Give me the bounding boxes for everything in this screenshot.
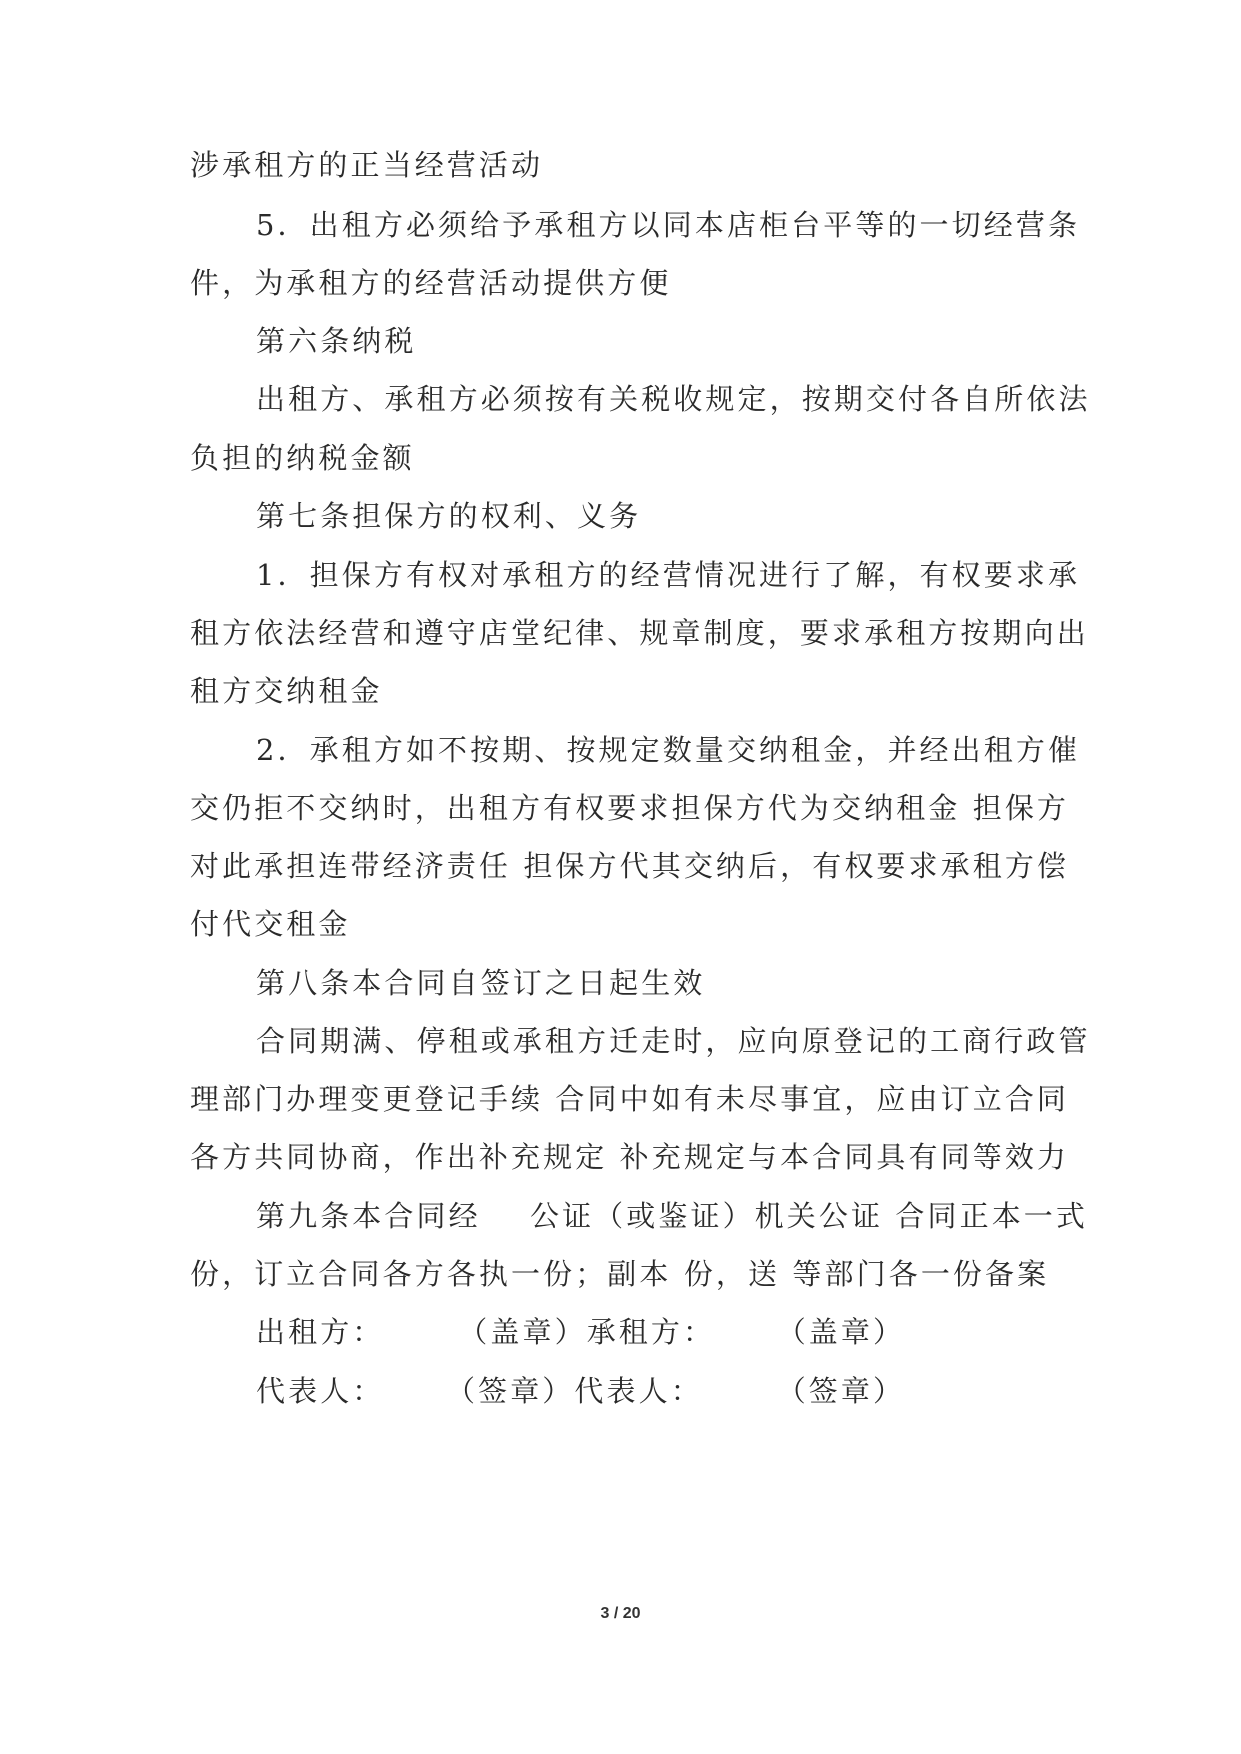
text-line: 负担的纳税金额 <box>190 441 415 475</box>
text-line: 对此承担连带经济责任 担保方代其交纳后，有权要求承租方偿 <box>190 849 1070 883</box>
text-line: 5．出租方必须给予承租方以同本店柜台平等的一切经营条 <box>256 208 1081 242</box>
text-line: 交仍拒不交纳时，出租方有权要求担保方代为交纳租金 担保方 <box>190 791 1070 825</box>
text-line: 份，订立合同各方各执一份；副本 份，送 等部门各一份备案 <box>190 1257 1050 1291</box>
text-line: 件，为承租方的经营活动提供方便 <box>190 266 672 300</box>
text-line: 涉承租方的正当经营活动 <box>190 148 544 182</box>
text-line: 租方依法经营和遵守店堂纪律、规章制度，要求承租方按期向出 <box>190 616 1089 650</box>
section-heading: 第六条纳税 <box>256 324 417 358</box>
text-line: 1．担保方有权对承租方的经营情况进行了解，有权要求承 <box>256 558 1081 592</box>
text-line: 2．承租方如不按期、按规定数量交纳租金，并经出租方催 <box>256 733 1081 767</box>
text-line: 各方共同协商，作出补充规定 补充规定与本合同具有同等效力 <box>190 1140 1070 1174</box>
text-line: 出租方、承租方必须按有关税收规定，按期交付各自所依法 <box>256 382 1091 416</box>
text-line: 理部门办理变更登记手续 合同中如有未尽事宜，应由订立合同 <box>190 1082 1070 1116</box>
text-line: 合同期满、停租或承租方迁走时，应向原登记的工商行政管 <box>256 1024 1091 1058</box>
section-heading: 第九条本合同经 公证（或鉴证）机关公证 合同正本一式 <box>256 1199 1088 1233</box>
section-heading: 第七条担保方的权利、义务 <box>256 499 642 533</box>
text-line: 租方交纳租金 <box>190 674 383 708</box>
signature-line-lessor: 出租方： （盖章）承租方： （盖章） <box>256 1315 906 1349</box>
text-line: 付代交租金 <box>190 907 351 941</box>
signature-line-representative: 代表人： （签章）代表人： （签章） <box>256 1374 906 1408</box>
page-number: 3 / 20 <box>600 1605 641 1622</box>
section-heading: 第八条本合同自签订之日起生效 <box>256 966 706 1000</box>
